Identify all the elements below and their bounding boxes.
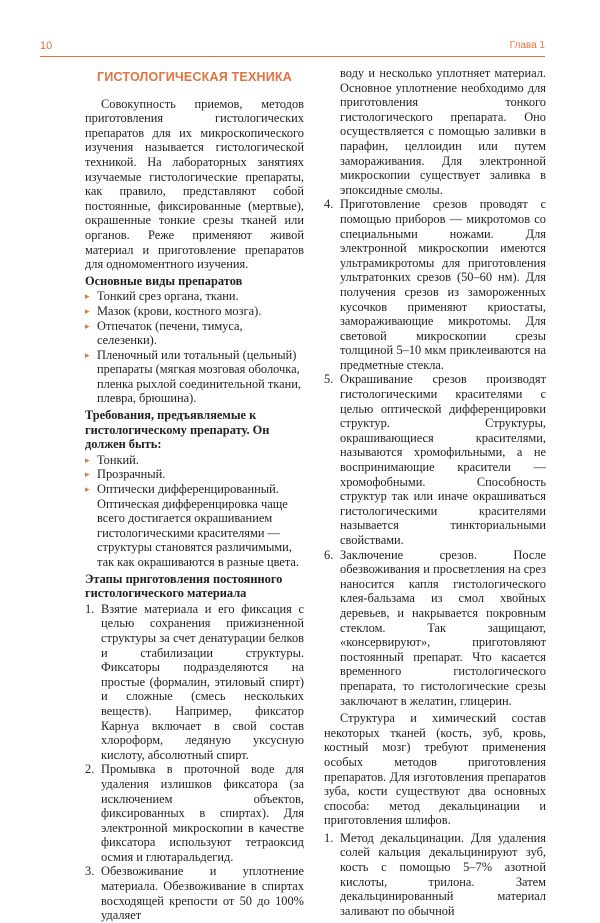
stages-list (85, 602, 304, 923)
list-item: ▸ Прозрачный. (85, 467, 166, 482)
page-header (40, 40, 545, 57)
stages-heading: Этапы приготовления постоянного гистологического материала (85, 571, 283, 601)
bullet-icon: ▸ (85, 349, 90, 360)
list-item: 2. Промывка в проточной воде для удаления излишков фиксатора (за исключением объектов, фиксированных в спиртах). Для электронной микроскопии в качестве фиксатора используют тетраоксид осмия и глютаральдегид. (85, 762, 304, 864)
section-title: ГИСТОЛОГИЧЕСКАЯ ТЕХНИКА (97, 70, 292, 84)
intro-paragraph: Совокупность приемов, методов приготовления гистологических препаратов для их микроскопического изучения называется гистологической техникой. На лабораторных занятиях изучаемые гистологические препараты, как правило, представляют собой постоянные, фиксированные (мертвые), окрашенные тонкие срезы тканей или органов. Реже применяют живой материал и приготовление препаратов для одномоментного изучения. (85, 96, 304, 272)
types-heading: Основные виды препаратов (85, 273, 243, 288)
bullet-icon: ▸ (85, 291, 90, 302)
list-item: ▸ Мазок (крови, костного мозга). (85, 303, 262, 318)
list-item: 6. Заключение срезов. После обезвоживания и просветления на срез наносится капля гистологического клея-бальзама из смол хвойных деревьев, и накрывается покровным стеклом. Так защищают, «консервируют», приготовляют постоянный препарат. Что касается временного гистологического препарата, то гистологические срезы заключают в желатин, глицерин. (324, 547, 546, 708)
bullet-icon: ▸ (85, 469, 90, 480)
stage-3-continued: воду и несколько уплотняет материал. Основное уплотнение необходимо для приготовления тонкого гистологического препарата. Оно осуществляется с помощью заливки в парафин, целлоидин или путем замораживания. Для электронной микроскопии существует заливка в эпоксидные смолы. (340, 66, 546, 197)
hard-tissue-paragraph: Структура и химический состав некоторых тканей (кость, зуб, кровь, костный мозг) требуют применения особых методов приготовления препаратов. Для изготовления препаратов зуба, кости существуют два основных способа: метод декальцинации и приготовления шлифов. (324, 711, 546, 828)
page-number: 10 (40, 40, 53, 52)
list-item: 3. Обезвоживание и уплотнение материала. Обезвоживание в спиртах восходящей крепости от 50 до 100% удаляет (85, 864, 304, 923)
methods-list (324, 831, 546, 919)
left-column (85, 66, 304, 923)
chapter-label: Глава 1 (509, 40, 545, 51)
bullet-icon: ▸ (85, 454, 90, 465)
list-item: 4. Приготовление срезов проводят с помощью приборов — микротомов со специальными ножами. Для электронной микроскопии имеются ультрамикротомы для приготовления ультратонких срезов (50–60 нм). Для получения срезов из замороженных кусочков применяют криостаты, замораживающие микротомы. Для световой микроскопии срезы толщиной 5–10 мкм приклеиваются на предметные стекла. (324, 197, 546, 372)
list-item: ▸ Оптически дифференцированный. Оптическая дифференцировка чаще всего достигается окрашиванием гистологическими красителями — структуры становятся различимыми, так как окрашиваются в разные цвета. (85, 482, 300, 569)
list-item: ▸ Тонкий. (85, 452, 139, 467)
list-item: 1. Метод декальцинации. Для удаления солей кальция декальцинируют зуб, кость с помощью 5–7% азотной кислоты, трилона. Затем декальцинированный материал заливают по обычной (324, 830, 546, 918)
stages-list-continued (324, 197, 546, 708)
list-item: ▸ Отпечаток (печени, тимуса, селезенки). (85, 318, 243, 348)
list-item: 5. Окрашивание срезов производят гистологическими красителями с целью оптической дифференцировки структур. Структуры, окрашивающиеся красителями, называются хромофильными, а не воспринимающие красители — хромофобными. Способность структур так или иначе окрашиваться гистологическими красителями называется тинкториальными свойствами. (324, 372, 546, 547)
bullet-icon: ▸ (85, 320, 90, 331)
list-item: 1. Взятие материала и его фиксация с целью сохранения прижизненной структуры за счет денатурации белков и стабилизации структуры. Фиксаторы подразделяются на простые (формалин, этиловый спирт) и сложные (смесь нескольких веществ). Например, фиксатор Карнуа включает в свой состав хлороформ, ледяную уксусную кислоту, абсолютный спирт. (85, 601, 304, 762)
requirements-list (85, 453, 304, 570)
list-item: ▸ Пленочный или тотальный (цельный) препараты (мягкая мозговая оболочка, пленка рыхлой соединительной ткани, плевра, брюшина). (85, 347, 301, 406)
bullet-icon: ▸ (85, 484, 90, 495)
right-column (324, 66, 546, 918)
requirements-heading: Требования, предъявляемые к гистологическому препарату. Он должен быть: (85, 408, 270, 452)
bullet-icon: ▸ (85, 305, 90, 316)
list-item: ▸ Тонкий срез органа, ткани. (85, 289, 239, 304)
types-list (85, 289, 304, 406)
